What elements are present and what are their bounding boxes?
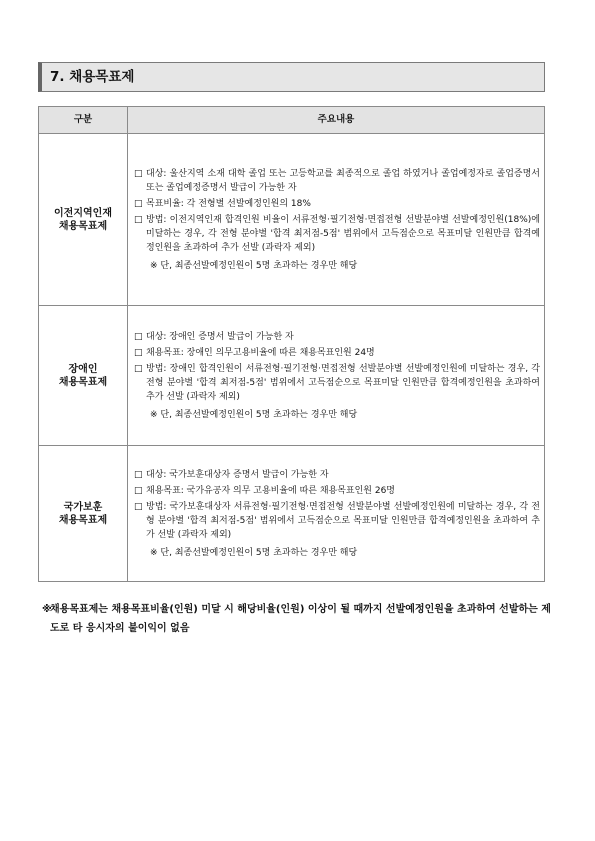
row-content bbox=[128, 134, 545, 306]
checkbox-bullet-icon: □ bbox=[134, 469, 143, 480]
list-item bbox=[134, 500, 540, 542]
list-item-text: 대상: 국가보훈대상자 증명서 발급이 가능한 자 bbox=[146, 469, 329, 480]
row-note: ※ 단, 최종선발예정인원이 5명 초과하는 경우만 해당 bbox=[150, 260, 358, 271]
checkbox-bullet-icon: □ bbox=[134, 198, 143, 209]
list-item-text: 대상: 울산지역 소재 대학 졸업 또는 고등학교를 최종적으로 졸업 하였거나 졸업예정자로 졸업증명서 또는 졸업예정증명서 발급이 가능한 자 bbox=[146, 168, 540, 193]
list-item-text: 방법: 국가보훈대상자 서류전형·필기전형·면접전형 선발분야별 선발예정인원에 미달하는 경우, 각 전형 분야별 '합격 최저점-5점' 범위에서 고득점순으로 목표미달 인원만큼 합격예정인원을 초과하여 추가 선발 (과락자 제외) bbox=[146, 501, 540, 540]
table-row bbox=[39, 134, 545, 306]
checkbox-bullet-icon: □ bbox=[134, 331, 143, 342]
list-item bbox=[134, 330, 540, 344]
row-note: ※ 단, 최종선발예정인원이 5명 초과하는 경우만 해당 bbox=[150, 547, 358, 558]
row-content bbox=[128, 306, 545, 446]
list-item-text: 방법: 이전지역인재 합격인원 비율이 서류전형·필기전형·면접전형 선발분야별 선발예정인원(18%)에 미달하는 경우, 각 전형 분야별 '합격 최저점-5점' 범위에서 고득점순으로 목표미달 인원만큼 합격예정인원을 초과하여 추가 선발 (과락자 제외) bbox=[146, 214, 540, 253]
list-item-text: 목표비율: 각 전형별 선발예정인원의 18% bbox=[146, 198, 311, 209]
list-item bbox=[134, 167, 540, 195]
checkbox-bullet-icon: □ bbox=[134, 485, 143, 496]
row-note: ※ 단, 최종선발예정인원이 5명 초과하는 경우만 해당 bbox=[150, 409, 358, 420]
category-line: 채용목표제 bbox=[58, 220, 108, 232]
checkbox-bullet-icon: □ bbox=[134, 347, 143, 358]
checkbox-bullet-icon: □ bbox=[134, 363, 143, 374]
category-line: 장애인 bbox=[68, 363, 98, 375]
table-row bbox=[39, 446, 545, 582]
row-category bbox=[39, 134, 128, 306]
list-item bbox=[134, 197, 540, 211]
header-category: 구분 bbox=[39, 107, 128, 134]
category-line: 국가보훈 bbox=[63, 501, 103, 513]
list-item-text: 대상: 장애인 증명서 발급이 가능한 자 bbox=[146, 331, 294, 342]
category-line: 이전지역인재 bbox=[54, 207, 112, 219]
footnote-mark: ※ bbox=[42, 604, 52, 615]
category-line: 채용목표제 bbox=[58, 376, 108, 388]
checkbox-bullet-icon: □ bbox=[134, 501, 143, 512]
list-item bbox=[134, 213, 540, 255]
table-header-row bbox=[39, 107, 545, 134]
row-content bbox=[128, 446, 545, 582]
footnote-text: 채용목표제는 채용목표비율(인원) 미달 시 해당비율(인원) 이상이 될 때까지 선발예정인원을 초과하여 선발하는 제도로 타 응시자의 불이익이 없음 bbox=[50, 604, 551, 634]
category-line: 채용목표제 bbox=[58, 514, 108, 526]
list-item-text: 방법: 장애인 합격인원이 서류전형·필기전형·면접전형 선발분야별 선발예정인원에 미달하는 경우, 각 전형 분야별 '합격 최저점-5점' 범위에서 고득점순으로 목표미달 인원만큼 합격예정인원을 초과하여 추가 선발 (과락자 제외) bbox=[146, 363, 540, 402]
list-item bbox=[134, 346, 540, 360]
list-item bbox=[134, 362, 540, 404]
section-title: 7. 채용목표제 bbox=[38, 62, 545, 92]
list-item-text: 채용목표: 장애인 의무고용비율에 따른 채용목표인원 24명 bbox=[146, 347, 375, 358]
checkbox-bullet-icon: □ bbox=[134, 168, 143, 179]
footnote bbox=[42, 600, 560, 638]
list-item-text: 채용목표: 국가유공자 의무 고용비율에 따른 채용목표인원 26명 bbox=[146, 485, 396, 496]
list-item bbox=[134, 468, 540, 482]
checkbox-bullet-icon: □ bbox=[134, 214, 143, 225]
list-item bbox=[134, 484, 540, 498]
row-category bbox=[39, 306, 128, 446]
row-category bbox=[39, 446, 128, 582]
header-content: 주요내용 bbox=[128, 107, 545, 134]
table-body bbox=[39, 134, 545, 582]
hiring-goal-table bbox=[38, 106, 545, 582]
table-row bbox=[39, 306, 545, 446]
